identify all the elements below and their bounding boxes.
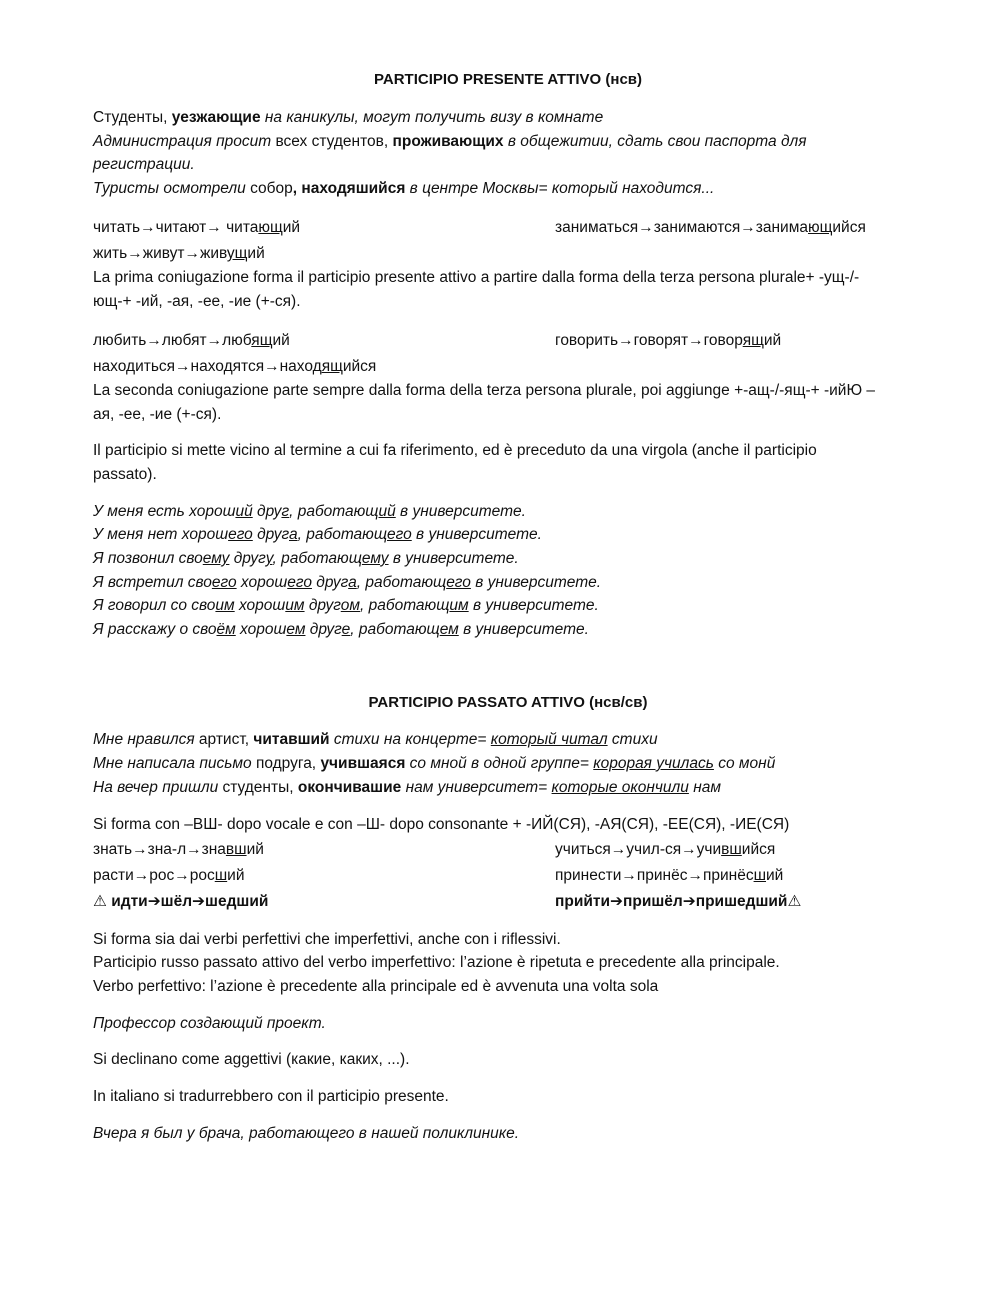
declension-example: Я встретил своего хорошего друга, работающего в университете. bbox=[93, 574, 602, 591]
irregular-example: прийти➔пришёл➔пришедший⚠ bbox=[555, 893, 802, 910]
paragraph: Si declinano come aggettivi (какие, каких, ...). bbox=[93, 1051, 410, 1068]
rule-text: ющ-+ -ий, -ая, -ее, -ие (+-ся). bbox=[93, 293, 301, 310]
example-line: Профессор создающий проект. bbox=[93, 1015, 326, 1032]
rule-text: La seconda coniugazione parte sempre dalla forma della terza persona plurale, poi aggiunge +-ащ-/-ящ-+ -ийЮ – bbox=[93, 382, 876, 399]
example-line: Администрация просит всех студентов, проживающих в общежитии, сдать свои паспорта для bbox=[93, 133, 807, 150]
conjugation-example: жить→живут→живущий bbox=[93, 245, 265, 262]
example-line: Туристы осмотрели собор, находяшийся в центре Москвы= который находится... bbox=[93, 180, 715, 197]
conjugation-example: знать→зна-л→знавший bbox=[93, 841, 264, 858]
declension-example: У меня нет хорошего друга, работающего в университете. bbox=[93, 526, 542, 543]
example-line: регистрации. bbox=[93, 156, 195, 173]
conjugation-example: принести→принёс→принёсший bbox=[555, 867, 784, 884]
conjugation-example: говорить→говорят→говорящий bbox=[555, 332, 782, 349]
declension-example: Я говорил со своим хорошим другом, работающим в университете. bbox=[93, 597, 599, 614]
rule-text: ая, -ее, -ие (+-ся). bbox=[93, 406, 222, 423]
note-text: passato). bbox=[93, 466, 157, 483]
declension-example: Я расскажу о своём хорошем друге, работающем в университете. bbox=[93, 621, 589, 638]
rule-text: La prima coniugazione forma il participio presente attivo a partire dalla forma della terza persona plurale+ -ущ-/- bbox=[93, 269, 860, 286]
section-title-present: PARTICIPIO PRESENTE ATTIVO (нсв) bbox=[373, 71, 643, 88]
paragraph: Verbo perfettivo: l’azione è precedente alla principale ed è avvenuta una volta sola bbox=[93, 978, 659, 995]
example-line: Мне нравился артист, читавший стихи на концерте= который читал стихи bbox=[93, 731, 658, 748]
conjugation-example: расти→рос→росший bbox=[93, 867, 245, 884]
irregular-example: ⚠ идти➔шёл➔шедший bbox=[93, 893, 269, 910]
conjugation-example: находиться→находятся→находящийся bbox=[93, 358, 377, 375]
conjugation-example: любить→любят→любящий bbox=[93, 332, 290, 349]
example-line: Мне написала письмо подруга, учившаяся со мной в одной группе= корорая училась со монй bbox=[93, 755, 776, 772]
paragraph: Participio russo passato attivo del verbo imperfettivo: l’azione è ripetuta e precedente alla principale. bbox=[93, 954, 780, 971]
conjugation-example: учиться→учил-ся→учившийся bbox=[555, 841, 776, 858]
example-line: Вчера я был у брача, работающего в нашей поликлинике. bbox=[93, 1125, 520, 1142]
note-text: Il participio si mette vicino al termine a cui fa riferimento, ed è preceduto da una virgola (anche il participio bbox=[93, 442, 817, 459]
conjugation-example: читать→читают→ читающий bbox=[93, 219, 301, 236]
declension-example: У меня есть хороший друг, работающий в университете. bbox=[93, 503, 526, 520]
paragraph: Si forma sia dai verbi perfettivi che imperfettivi, anche con i riflessivi. bbox=[93, 931, 561, 948]
example-line: Студенты, уезжающие на каникулы, могут получить визу в комнате bbox=[93, 109, 604, 126]
rule-text: Si forma con –ВШ- dopo vocale e con –Ш- dopo consonante + -ИЙ(СЯ), -АЯ(СЯ), -ЕЕ(СЯ), -ИЕ(СЯ) bbox=[93, 816, 790, 833]
example-line: На вечер пришли студенты, окончивашие нам университет= которые окончили нам bbox=[93, 779, 721, 796]
paragraph: In italiano si tradurrebbero con il participio presente. bbox=[93, 1088, 449, 1105]
conjugation-example: заниматься→занимаются→занимающийся bbox=[555, 219, 866, 236]
section-title-past: PARTICIPIO PASSATO ATTIVO (нсв/св) bbox=[368, 694, 648, 711]
declension-example: Я позвонил своему другу, работающему в университете. bbox=[93, 550, 519, 567]
